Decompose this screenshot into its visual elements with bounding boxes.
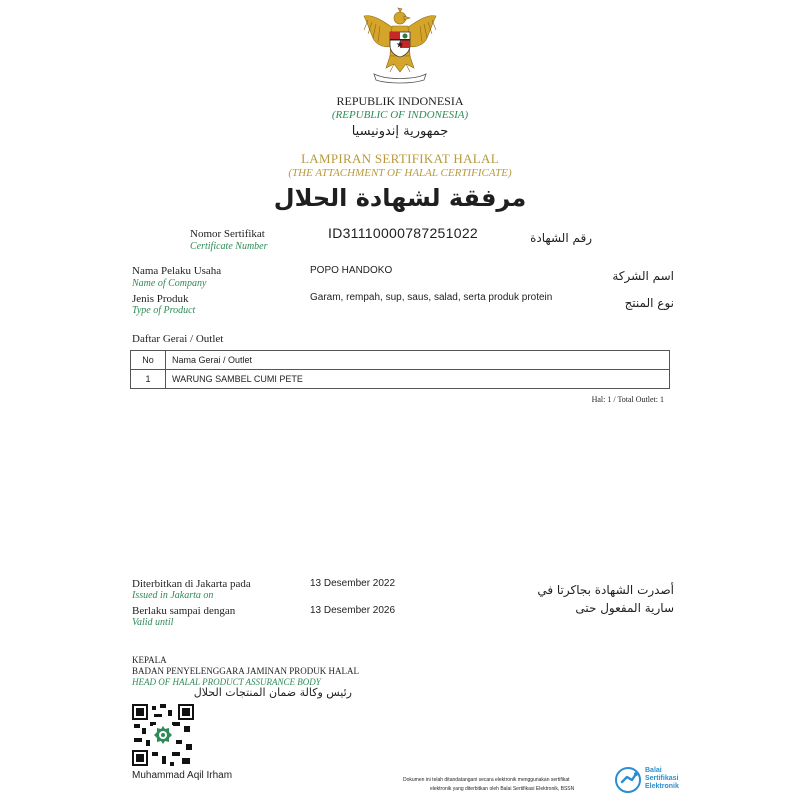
- company-name: POPO HANDOKO: [310, 265, 393, 276]
- signatory-name: Muhammad Aqil Irham: [132, 770, 233, 781]
- garuda-emblem: [360, 6, 440, 84]
- signatory-title: KEPALA: [132, 655, 167, 665]
- issued-label-ar: أصدرت الشهادة بجاكرتا في: [537, 583, 674, 597]
- document-title-id: LAMPIRAN SERTIFIKAT HALAL: [301, 151, 499, 166]
- company-label-id: Nama Pelaku Usaha: [132, 265, 222, 277]
- product-label-en: Type of Product: [132, 305, 196, 316]
- signatory-agency-en: HEAD OF HALAL PRODUCT ASSURANCE BODY: [132, 677, 321, 687]
- product-type: Garam, rempah, sup, saus, salad, serta produk protein: [310, 292, 553, 303]
- esign-notice-line1: Dokumen ini telah ditandatangani secara elektronik menggunakan sertifikat: [403, 777, 570, 783]
- valid-label-en: Valid until: [132, 617, 174, 628]
- issued-label-en: Issued in Jakarta on: [132, 590, 214, 601]
- outlet-section-label: Daftar Gerai / Outlet: [132, 333, 224, 345]
- company-label-en: Name of Company: [132, 278, 207, 289]
- valid-date: 13 Desember 2026: [310, 605, 396, 616]
- bsre-name-line3: Elektronik: [645, 783, 679, 790]
- outlet-no: 1: [131, 370, 166, 389]
- issued-date: 13 Desember 2022: [310, 578, 396, 589]
- table-row: [131, 370, 670, 389]
- issued-label-id: Diterbitkan di Jakarta pada: [132, 578, 251, 590]
- certificate-number-label-en: Certificate Number: [190, 241, 268, 252]
- signatory-agency: BADAN PENYELENGGARA JAMINAN PRODUK HALAL: [132, 666, 359, 676]
- signatory-agency-ar: رئيس وكالة ضمان المنتجات الحلال: [193, 686, 352, 699]
- halal-logo-icon: [153, 725, 173, 745]
- valid-label-id: Berlaku sampai dengan: [132, 605, 236, 617]
- column-header-name: Nama Gerai / Outlet: [166, 351, 670, 370]
- product-label-ar: نوع المنتج: [624, 296, 674, 310]
- column-header-no: No: [131, 351, 166, 370]
- document-title-en: (THE ATTACHMENT OF HALAL CERTIFICATE): [288, 167, 512, 179]
- country-name-id: REPUBLIK INDONESIA: [336, 94, 464, 108]
- qr-code: [132, 704, 194, 766]
- company-label-ar: اسم الشركة: [612, 269, 674, 283]
- bsre-logo-icon: [614, 766, 642, 794]
- country-name-ar: جمهورية إندونيسيا: [351, 124, 449, 139]
- outlet-table-header: [131, 351, 670, 370]
- product-label-id: Jenis Produk: [132, 293, 189, 305]
- esign-notice-line2: elektronik yang diterbitkan oleh Balai Sertifikasi Elektronik, BSSN: [430, 786, 575, 792]
- outlet-name: WARUNG SAMBEL CUMI PETE: [166, 370, 670, 389]
- valid-label-ar: سارية المفعول حتى: [575, 601, 674, 615]
- page-info: Hal: 1 / Total Outlet: 1: [591, 395, 664, 404]
- document-title-ar: مرفقة لشهادة الحلال: [273, 184, 527, 212]
- certificate-number: ID31110000787251022: [328, 225, 478, 241]
- bsre-name-line2: Sertifikasi: [645, 775, 679, 782]
- bsre-name-line1: Balai: [645, 767, 662, 774]
- country-name-en: (REPUBLIC OF INDONESIA): [331, 109, 469, 121]
- certificate-number-label-ar: رقم الشهادة: [530, 231, 592, 245]
- certificate-number-label-id: Nomor Sertifikat: [190, 228, 265, 240]
- outlet-table: [130, 350, 670, 389]
